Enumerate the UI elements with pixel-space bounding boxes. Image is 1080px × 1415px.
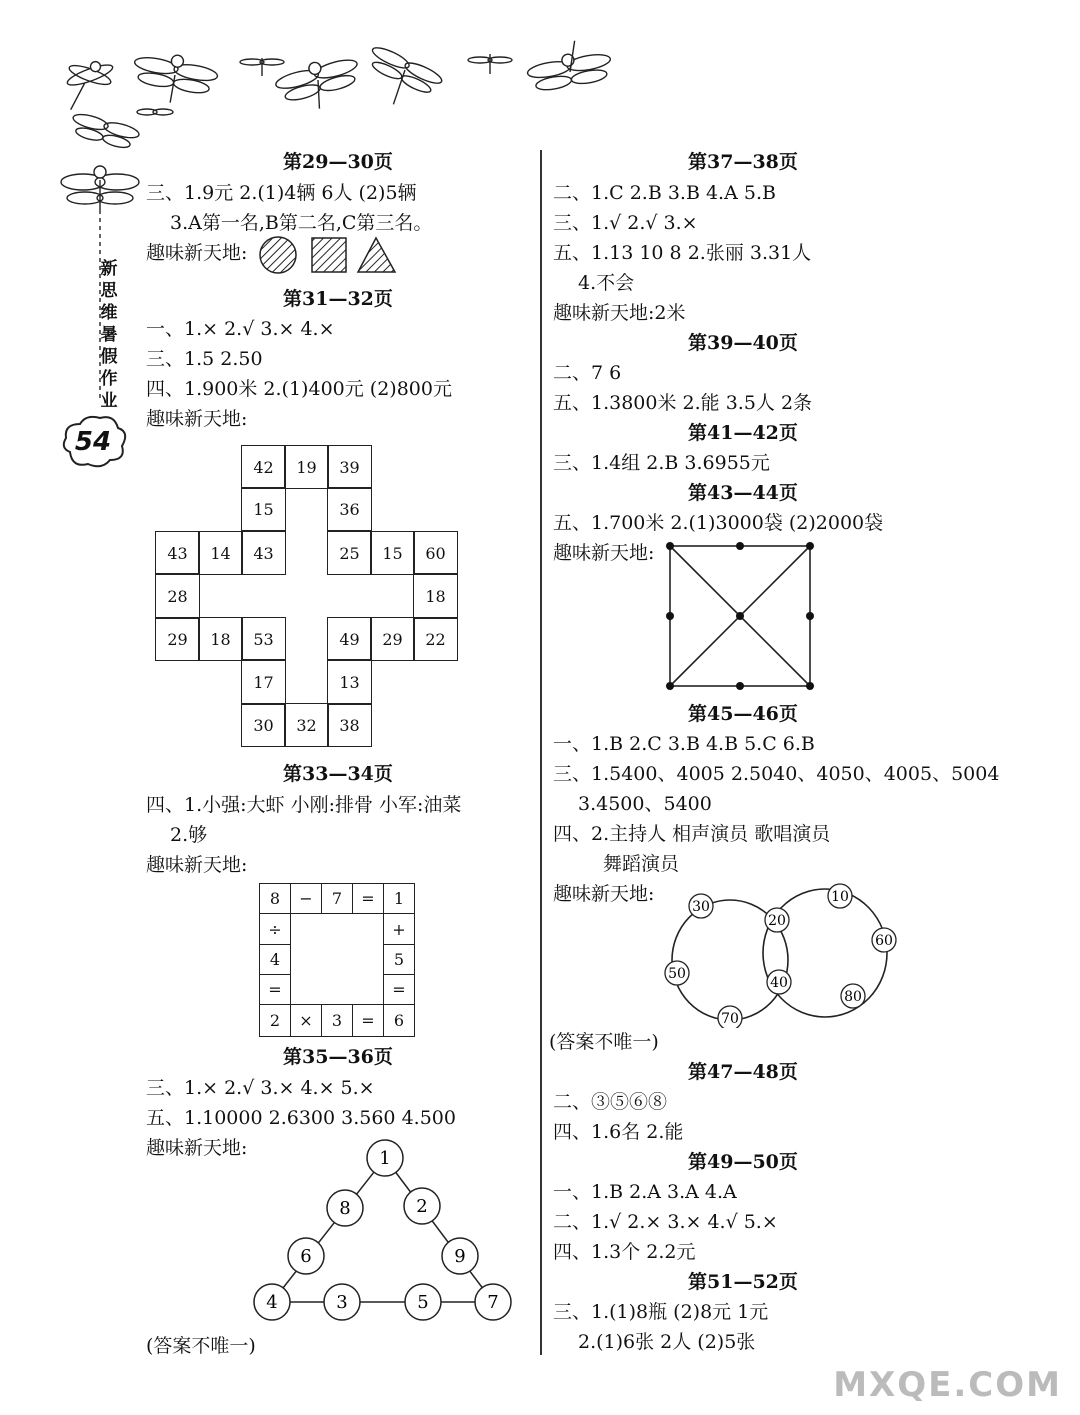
column-divider <box>540 150 542 1355</box>
node: 9 <box>454 1246 466 1267</box>
grid-cell: + <box>383 913 415 945</box>
pattern-shapes <box>258 235 398 277</box>
answer-line: 二、③⑤⑥⑧ <box>553 1091 668 1113</box>
grid-cell: 5 <box>383 944 415 975</box>
grid-cell: 60 <box>413 531 458 575</box>
ring-node: 10 <box>831 889 849 905</box>
grid-cell: ÷ <box>259 913 291 945</box>
fun-label: 趣味新天地: <box>146 242 248 264</box>
fun-label: 趣味新天地: <box>146 854 248 876</box>
watermark: MXQE.COM <box>833 1365 1062 1405</box>
answer-line: 3.A第一名,B第二名,C第三名。 <box>170 212 433 234</box>
section-title: 第33—34页 <box>283 763 393 785</box>
grid-cell: 7 <box>321 883 353 914</box>
answer-line: 二、1.C 2.B 3.B 4.A 5.B <box>553 182 776 204</box>
node: 4 <box>266 1292 278 1313</box>
answer-line: 五、1.13 10 8 2.张丽 3.31人 <box>553 242 812 264</box>
answer-line: 四、1.3个 2.2元 <box>553 1241 696 1263</box>
grid-cell: 15 <box>370 531 415 575</box>
fun-label: 趣味新天地: <box>553 542 655 564</box>
answer-line: 四、1.小强:大虾 小刚:排骨 小军:油菜 <box>146 794 462 816</box>
dragonfly-decoration <box>0 0 1080 150</box>
answer-line: 三、1.× 2.√ 3.× 4.× 5.× <box>146 1077 375 1099</box>
grid-cell: = <box>352 883 384 914</box>
ring-node: 70 <box>721 1011 739 1027</box>
answer-line: 五、1.10000 2.6300 3.560 4.500 <box>146 1107 456 1129</box>
answer-line: 三、1.√ 2.√ 3.× <box>553 212 698 234</box>
grid-cell: 1 <box>383 883 415 914</box>
section-title: 第39—40页 <box>688 332 798 354</box>
grid-cell: 49 <box>327 617 372 661</box>
ring-node: 20 <box>768 913 786 929</box>
node: 6 <box>300 1246 312 1267</box>
grid-cell: = <box>352 1004 384 1037</box>
dot-square-diagram <box>660 538 820 696</box>
answer-line: 四、2.主持人 相声演员 歌唱演员 <box>553 823 831 845</box>
grid-cell: 17 <box>241 659 286 705</box>
section-title: 第41—42页 <box>688 422 798 444</box>
section-title: 第37—38页 <box>688 151 798 173</box>
grid-cell: 2 <box>259 1004 291 1037</box>
answer-line: 一、1.B 2.C 3.B 4.B 5.C 6.B <box>553 733 815 755</box>
answer-line: 三、1.5 2.50 <box>146 348 263 370</box>
answer-line: 五、1.700米 2.(1)3000袋 (2)2000袋 <box>553 512 884 534</box>
answer-line: 三、1.(1)8瓶 (2)8元 1元 <box>553 1301 769 1323</box>
grid-cell: 4 <box>259 944 291 975</box>
grid-cell: 42 <box>241 445 286 489</box>
grid-cell: = <box>383 974 415 1005</box>
grid-cell: 3 <box>321 1004 353 1037</box>
grid-cell: 29 <box>155 617 200 661</box>
answer-line: 二、1.√ 2.× 3.× 4.√ 5.× <box>553 1211 778 1233</box>
section-title: 第35—36页 <box>283 1046 393 1068</box>
section-title: 第51—52页 <box>688 1271 798 1293</box>
note: (答案不唯一) <box>146 1335 256 1357</box>
node: 1 <box>379 1148 391 1169</box>
page-number: 54 <box>74 427 112 457</box>
fun-label: 趣味新天地: <box>146 408 248 430</box>
node: 5 <box>417 1292 429 1313</box>
answer-line: 舞蹈演员 <box>603 853 680 875</box>
grid-cell: 22 <box>413 617 458 661</box>
grid-cell: 19 <box>284 445 329 489</box>
two-rings-diagram <box>660 878 905 1028</box>
answer-line: 趣味新天地:2米 <box>553 302 686 324</box>
grid-cell: 36 <box>327 487 372 531</box>
grid-cell: − <box>290 883 322 914</box>
section-title: 第45—46页 <box>688 703 798 725</box>
hatched-square <box>312 238 346 272</box>
node: 3 <box>336 1292 348 1313</box>
grid-cell: 43 <box>155 531 200 575</box>
grid-cell: 39 <box>327 445 372 489</box>
grid-cell: 15 <box>241 487 286 531</box>
answer-line: 2.(1)6张 2人 (2)5张 <box>578 1331 756 1353</box>
section-title: 第49—50页 <box>688 1151 798 1173</box>
grid-cell: 30 <box>241 703 286 747</box>
grid-cell: 43 <box>241 531 286 575</box>
ring-node: 80 <box>844 989 862 1005</box>
node: 8 <box>339 1198 351 1219</box>
answer-line: 三、1.9元 2.(1)4辆 6人 (2)5辆 <box>146 182 417 204</box>
answer-line: 2.够 <box>170 824 208 846</box>
answer-line: 三、1.4组 2.B 3.6955元 <box>553 452 770 474</box>
grid-cell: 53 <box>241 617 286 661</box>
answer-line: 四、1.6名 2.能 <box>553 1121 684 1143</box>
grid-cell: 32 <box>284 703 329 747</box>
answer-line: 4.不会 <box>578 272 635 294</box>
answer-line: 二、7 6 <box>553 362 622 384</box>
triangle-puzzle <box>250 1135 520 1330</box>
grid-cell: 8 <box>259 883 291 914</box>
section-title: 第47—48页 <box>688 1061 798 1083</box>
section-title: 第31—32页 <box>283 288 393 310</box>
grid-cell: 28 <box>155 573 200 619</box>
grid-cell: × <box>290 1004 322 1037</box>
hatched-circle <box>260 237 296 273</box>
section-title: 第29—30页 <box>283 151 393 173</box>
grid-cell: = <box>259 974 291 1005</box>
grid-cell: 6 <box>383 1004 415 1037</box>
grid-cell: 25 <box>327 531 372 575</box>
note: (答案不唯一) <box>549 1031 659 1053</box>
grid-cell: 18 <box>198 617 243 661</box>
fun-label: 趣味新天地: <box>553 883 655 905</box>
ring-node: 30 <box>692 899 710 915</box>
fun-label: 趣味新天地: <box>146 1137 248 1159</box>
ring-node: 60 <box>875 933 893 949</box>
answer-line: 四、1.900米 2.(1)400元 (2)800元 <box>146 378 452 400</box>
section-title: 第43—44页 <box>688 482 798 504</box>
node: 7 <box>487 1292 499 1313</box>
ring-node: 40 <box>770 975 788 991</box>
answer-line: 三、1.5400、4005 2.5040、4050、4005、5004 <box>553 763 1000 785</box>
grid-cell: 14 <box>198 531 243 575</box>
answer-line: 五、1.3800米 2.能 3.5人 2条 <box>553 392 813 414</box>
answer-line: 一、1.B 2.A 3.A 4.A <box>553 1181 737 1203</box>
grid-cell: 38 <box>327 703 372 747</box>
ring-node: 50 <box>668 966 686 982</box>
book-title: 新思维暑假作业 <box>100 259 118 411</box>
answer-line: 3.4500、5400 <box>578 793 712 815</box>
hatched-triangle <box>358 238 395 272</box>
grid-cell: 18 <box>413 573 458 619</box>
node: 2 <box>416 1196 428 1217</box>
answer-line: 一、1.× 2.√ 3.× 4.× <box>146 318 335 340</box>
grid-cell: 13 <box>327 659 372 705</box>
grid-cell: 29 <box>370 617 415 661</box>
